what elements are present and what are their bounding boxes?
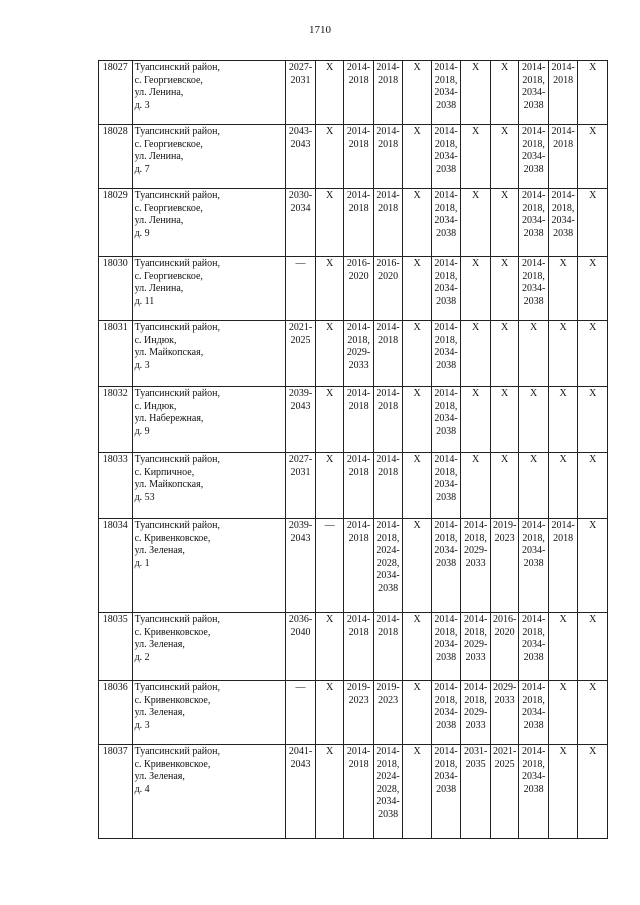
period-cell: X (578, 257, 608, 321)
period-cell: 2014- 2018 (548, 519, 578, 613)
period-cell: 2021- 2025 (490, 745, 519, 839)
period-cell: X (315, 453, 344, 519)
period-cell: X (578, 745, 608, 839)
period-cell: 2014- 2018, 2034- 2038 (519, 681, 549, 745)
period-cell: X (403, 125, 432, 189)
period-cell: 2021- 2025 (286, 321, 316, 387)
period-cell: 2014- 2018, 2024- 2028, 2034- 2038 (373, 745, 403, 839)
period-cell: — (315, 519, 344, 613)
period-cell: 2014- 2018 (373, 189, 403, 257)
period-cell: X (548, 681, 578, 745)
schedule-table (98, 60, 608, 839)
period-cell: X (315, 61, 344, 125)
period-cell: 2014- 2018 (373, 613, 403, 681)
period-cell: 2016- 2020 (344, 257, 374, 321)
period-cell: X (548, 453, 578, 519)
period-cell: 2014- 2018, 2034- 2038 (519, 613, 549, 681)
table-row (99, 125, 608, 189)
table-row (99, 189, 608, 257)
period-cell: X (490, 257, 519, 321)
period-cell: X (490, 453, 519, 519)
row-number: 18030 (99, 257, 133, 321)
period-cell: X (490, 189, 519, 257)
period-cell: X (403, 519, 432, 613)
period-cell: X (403, 321, 432, 387)
period-cell: X (315, 125, 344, 189)
period-cell: 2014- 2018, 2034- 2038 (431, 125, 461, 189)
period-cell: X (461, 257, 491, 321)
period-cell: X (315, 189, 344, 257)
period-cell: X (403, 189, 432, 257)
period-cell: 2014- 2018 (373, 61, 403, 125)
period-cell: X (461, 125, 491, 189)
period-cell: X (548, 745, 578, 839)
period-cell: 2014- 2018 (373, 387, 403, 453)
period-cell: X (578, 613, 608, 681)
period-cell: 2014- 2018 (344, 387, 374, 453)
period-cell: 2019- 2023 (490, 519, 519, 613)
period-cell: X (403, 681, 432, 745)
period-cell: X (548, 613, 578, 681)
period-cell: X (315, 745, 344, 839)
period-cell: X (519, 453, 549, 519)
period-cell: 2014- 2018 (344, 125, 374, 189)
period-cell: X (403, 745, 432, 839)
period-cell: X (490, 387, 519, 453)
row-number: 18036 (99, 681, 133, 745)
table-row (99, 745, 608, 839)
row-number: 18032 (99, 387, 133, 453)
period-cell: X (490, 321, 519, 387)
period-cell: — (286, 257, 316, 321)
address-cell: Туапсинский район, с. Кривенковское, ул. Зеленая, д. 1 (132, 519, 286, 613)
table-row (99, 257, 608, 321)
period-cell: X (403, 61, 432, 125)
period-cell: X (490, 61, 519, 125)
period-cell: 2014- 2018, 2029- 2033 (344, 321, 374, 387)
period-cell: X (461, 453, 491, 519)
period-cell: 2019- 2023 (344, 681, 374, 745)
period-cell: 2014- 2018, 2034- 2038 (431, 189, 461, 257)
period-cell: 2031- 2035 (461, 745, 491, 839)
period-cell: X (578, 453, 608, 519)
period-cell: 2014- 2018, 2034- 2038 (519, 189, 549, 257)
period-cell: 2014- 2018, 2034- 2038 (431, 681, 461, 745)
period-cell: 2039- 2043 (286, 387, 316, 453)
period-cell: X (315, 613, 344, 681)
address-cell: Туапсинский район, с. Кривенковское, ул. Зеленая, д. 3 (132, 681, 286, 745)
period-cell: X (519, 387, 549, 453)
period-cell: X (403, 453, 432, 519)
period-cell: 2014- 2018 (344, 453, 374, 519)
period-cell: 2014- 2018, 2034- 2038 (519, 519, 549, 613)
period-cell: X (548, 257, 578, 321)
period-cell: 2014- 2018, 2034- 2038 (431, 257, 461, 321)
period-cell: 2014- 2018 (344, 189, 374, 257)
period-cell: X (578, 387, 608, 453)
period-cell: X (578, 681, 608, 745)
period-cell: 2014- 2018 (373, 321, 403, 387)
row-number: 18035 (99, 613, 133, 681)
address-cell: Туапсинский район, с. Георгиевское, ул. Ленина, д. 9 (132, 189, 286, 257)
period-cell: X (461, 321, 491, 387)
table-row (99, 321, 608, 387)
period-cell: X (578, 125, 608, 189)
period-cell: 2014- 2018, 2024- 2028, 2034- 2038 (373, 519, 403, 613)
address-cell: Туапсинский район, с. Индюк, ул. Набережная, д. 9 (132, 387, 286, 453)
period-cell: X (403, 613, 432, 681)
period-cell: 2014- 2018, 2034- 2038 (431, 321, 461, 387)
period-cell: 2014- 2018, 2034- 2038 (431, 453, 461, 519)
period-cell: 2014- 2018 (373, 125, 403, 189)
period-cell: 2014- 2018 (548, 61, 578, 125)
period-cell: 2014- 2018 (344, 61, 374, 125)
table-row (99, 519, 608, 613)
period-cell: 2041- 2043 (286, 745, 316, 839)
period-cell: X (578, 189, 608, 257)
period-cell: X (548, 321, 578, 387)
period-cell: 2014- 2018, 2034- 2038 (431, 61, 461, 125)
period-cell: 2016- 2020 (373, 257, 403, 321)
period-cell: 2043- 2043 (286, 125, 316, 189)
row-number: 18029 (99, 189, 133, 257)
period-cell: 2014- 2018, 2034- 2038 (431, 613, 461, 681)
table-row (99, 453, 608, 519)
period-cell: 2039- 2043 (286, 519, 316, 613)
row-number: 18033 (99, 453, 133, 519)
period-cell: 2014- 2018, 2034- 2038 (519, 61, 549, 125)
period-cell: X (578, 61, 608, 125)
table-row (99, 681, 608, 745)
period-cell: X (403, 387, 432, 453)
period-cell: X (578, 321, 608, 387)
address-cell: Туапсинский район, с. Кирпичное, ул. Майкопская, д. 53 (132, 453, 286, 519)
row-number: 18027 (99, 61, 133, 125)
period-cell: 2036- 2040 (286, 613, 316, 681)
period-cell: 2027- 2031 (286, 61, 316, 125)
period-cell: 2014- 2018, 2034- 2038 (431, 387, 461, 453)
period-cell: 2016- 2020 (490, 613, 519, 681)
period-cell: 2014- 2018, 2034- 2038 (519, 257, 549, 321)
period-cell: 2014- 2018, 2034- 2038 (431, 519, 461, 613)
period-cell: 2014- 2018 (373, 453, 403, 519)
period-cell: X (315, 387, 344, 453)
period-cell: X (315, 321, 344, 387)
row-number: 18031 (99, 321, 133, 387)
period-cell: 2029- 2033 (490, 681, 519, 745)
period-cell: 2014- 2018 (344, 519, 374, 613)
period-cell: 2014- 2018, 2029- 2033 (461, 613, 491, 681)
period-cell: 2014- 2018, 2029- 2033 (461, 681, 491, 745)
period-cell: 2014- 2018, 2034- 2038 (519, 125, 549, 189)
period-cell: X (519, 321, 549, 387)
period-cell: X (461, 189, 491, 257)
period-cell: 2027- 2031 (286, 453, 316, 519)
period-cell: 2014- 2018, 2034- 2038 (548, 189, 578, 257)
period-cell: 2014- 2018, 2034- 2038 (431, 745, 461, 839)
period-cell: 2019- 2023 (373, 681, 403, 745)
period-cell: X (315, 681, 344, 745)
period-cell: 2030- 2034 (286, 189, 316, 257)
address-cell: Туапсинский район, с. Георгиевское, ул. Ленина, д. 11 (132, 257, 286, 321)
address-cell: Туапсинский район, с. Кривенковское, ул. Зеленая, д. 4 (132, 745, 286, 839)
address-cell: Туапсинский район, с. Георгиевское, ул. Ленина, д. 3 (132, 61, 286, 125)
period-cell: X (490, 125, 519, 189)
row-number: 18028 (99, 125, 133, 189)
period-cell: X (315, 257, 344, 321)
period-cell: X (461, 61, 491, 125)
period-cell: 2014- 2018, 2029- 2033 (461, 519, 491, 613)
address-cell: Туапсинский район, с. Кривенковское, ул. Зеленая, д. 2 (132, 613, 286, 681)
period-cell: X (578, 519, 608, 613)
address-cell: Туапсинский район, с. Индюк, ул. Майкопская, д. 3 (132, 321, 286, 387)
row-number: 18034 (99, 519, 133, 613)
table-row (99, 613, 608, 681)
address-cell: Туапсинский район, с. Георгиевское, ул. Ленина, д. 7 (132, 125, 286, 189)
period-cell: 2014- 2018 (344, 745, 374, 839)
period-cell: X (403, 257, 432, 321)
page-number: 1710 (309, 24, 331, 36)
period-cell: — (286, 681, 316, 745)
row-number: 18037 (99, 745, 133, 839)
period-cell: X (461, 387, 491, 453)
table-row (99, 387, 608, 453)
table-row (99, 61, 608, 125)
period-cell: 2014- 2018, 2034- 2038 (519, 745, 549, 839)
period-cell: 2014- 2018 (344, 613, 374, 681)
period-cell: X (548, 387, 578, 453)
period-cell: 2014- 2018 (548, 125, 578, 189)
